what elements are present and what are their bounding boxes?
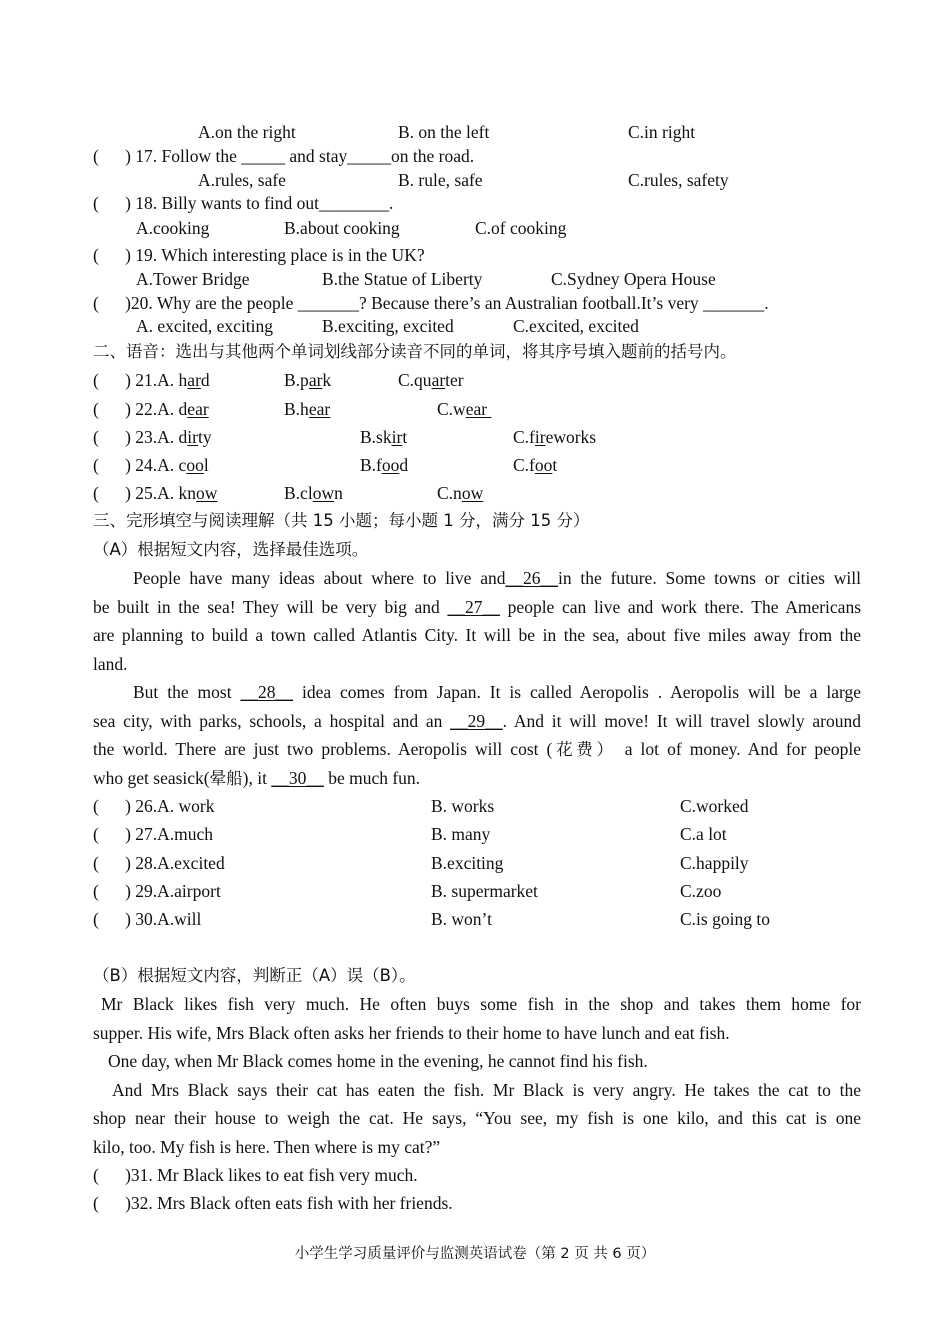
cloze-blank: __30__ xyxy=(271,768,324,788)
question-17: ( ) 17. Follow the _____ and stay_____on the road. xyxy=(93,146,475,166)
option-a: A.Tower Bridge xyxy=(136,269,250,289)
option-a: A.on the right xyxy=(198,122,296,142)
passage-line: be built in the sea! They will be very big and __27__ people can live and work there. The Americans xyxy=(93,597,861,617)
option-b: B.the Statue of Liberty xyxy=(322,269,483,289)
passage-line: But the most __28__ idea comes from Japan. It is called Aeropolis . Aeropolis will be a large xyxy=(133,682,862,702)
option-b: B. rule, safe xyxy=(398,170,483,190)
option-c: C.excited, excited xyxy=(513,316,639,336)
answer-blank: _____ xyxy=(347,146,391,166)
question-19: ( ) 19. Which interesting place is in the UK? xyxy=(93,245,425,265)
page-footer: 小学生学习质量评价与监测英语试卷（第 2 页 共 6 页） xyxy=(294,1246,656,1262)
part-b-heading: （B）根据短文内容，判断正（A）误（B）。 xyxy=(93,966,416,985)
passage-line: shop near their house to weigh the cat. He says, “You see, my fish is one kilo, and this cat is one xyxy=(93,1108,861,1128)
passage-line: are planning to build a town called Atlantis City. It will be in the sea, about five miles away from the xyxy=(93,625,861,645)
cloze-blank: __28__ xyxy=(240,682,294,702)
exam-page: A.on the right B. on the left C.in right ( ) 17. Follow the _____ and stay_____on the road. A.rules, safe B. rule, safe C.rules, safety ( ) 18. Billy wants to find out________. A.cooking B.about cooking C.of cooking ( ) 19. Which interesting place is in the UK? A.Tower Bridge B.the Statue of Liberty C.Sydney Opera House ( )20. Why are the people _______? Because there’s an Australian football.It’s very _______. A. excited, exciting B.exciting, excited C.excited, excited 二、语音：选出与其他两个单词划线部分读音不同的单词，将其序号填入题前的括号内。 ( ) 21.A. hard B.park C.quarter ( ) 22.A. dear B.hear C.wear ( ) 23.A. dirty B.skirt C.fireworks ( ) 24.A. cool B.food C.foot ( ) 25.A. know B.clown C.now 三、完形填空与阅读理解（共 15 小题；每小题 1 分，满分 15 分） （A）根据短文内容，选择最佳选项。 People have many ideas about where to live and__26__in the future. Some towns or cities will be built in the sea! They will be very big and __27__ people can live and work there. The Americans are planning to build a town called Atlantis City. It will be in the sea, about five miles away from the land. But the most __28__ idea comes from Japan. It is called Aeropolis . Aeropolis will be a large sea city, with parks, schools, a hospital and an __29__. And it will move! It will travel slowly around the world. There are just two problems. Aeropolis will cost (花费） a lot of money. And for people who get seasick(晕船), it __30__ be much fun. ( ) 26.A. work B. works C.worked ( ) 27.A.much B. many C.a lot ( ) 28.A.excited B.exciting C.happily ( ) 29.A.airport B. supermarket C.zoo ( ) 30.A.will B. won’t C.is going to （B）根据短文内容，判断正（A）误（B）。 Mr Black likes fish very much. He often buys some fish in the shop and takes them home for supper. His wife, Mrs Black often asks her friends to their home to have lunch and eat fish. One day, when Mr Black comes home in the evening, he cannot find his fish. And Mrs Black says their cat has eaten the fish. Mr Black is very angry. He takes the cat to the shop near their house to weigh the cat. He says, “You see, my fish is one kilo, and this cat is one kilo, too. My fish is here. Then where is my cat?” ( )31. Mr Black likes to eat fish very much. ( )32. Mrs Black often eats fish with her friends. 小学生学习质量评价与监测英语试卷（第 2 页 共 6 页） xyxy=(0,0,950,1342)
passage-line: One day, when Mr Black comes home in the evening, he cannot find his fish. xyxy=(108,1051,648,1071)
passage-line: land. xyxy=(93,654,128,674)
passage-line: People have many ideas about where to live and__26__in the future. Some towns or cities will xyxy=(133,568,861,588)
passage-line: And Mrs Black says their cat has eaten the fish. Mr Black is very angry. He takes the cat to the xyxy=(112,1080,861,1100)
passage-line: the world. There are just two problems. Aeropolis will cost (花费） a lot of money. And for people xyxy=(93,739,861,759)
option-c: C.rules, safety xyxy=(628,170,729,190)
cloze-blank: __27__ xyxy=(447,597,500,617)
passage-line: supper. His wife, Mrs Black often asks her friends to their home to have lunch and eat fish. xyxy=(93,1023,730,1043)
tf-question: ( )32. Mrs Black often eats fish with her friends. xyxy=(93,1193,453,1213)
passage-line: sea city, with parks, schools, a hospital and an __29__. And it will move! It will travel slowly around xyxy=(93,711,861,731)
option-b: B.about cooking xyxy=(284,218,400,238)
part-a-heading: （A）根据短文内容，选择最佳选项。 xyxy=(93,540,369,559)
option-b: B.exciting, excited xyxy=(322,316,454,336)
option-a: A.rules, safe xyxy=(198,170,286,190)
passage-line: kilo, too. My fish is here. Then where is my cat?” xyxy=(93,1137,441,1157)
answer-blank: _____ xyxy=(241,146,286,166)
cloze-blank: __26__ xyxy=(505,568,558,588)
option-c: C.of cooking xyxy=(475,218,567,238)
passage-line: Mr Black likes fish very much. He often buys some fish in the shop and takes them home for xyxy=(101,994,861,1014)
option-c: C.in right xyxy=(628,122,696,142)
option-a: A.cooking xyxy=(136,218,210,238)
option-a: A. excited, exciting xyxy=(136,316,274,336)
option-c: C.Sydney Opera House xyxy=(551,269,716,289)
option-b: B. on the left xyxy=(398,122,490,142)
question-20: ( )20. Why are the people _______? Because there’s an Australian football.It’s very _______. xyxy=(93,293,769,313)
section-2-heading: 二、语音：选出与其他两个单词划线部分读音不同的单词，将其序号填入题前的括号内。 xyxy=(93,342,737,361)
cloze-blank: __29__ xyxy=(450,711,503,731)
passage-line: who get seasick(晕船), it __30__ be much fun. xyxy=(93,768,421,788)
tf-question: ( )31. Mr Black likes to eat fish very much. xyxy=(93,1165,418,1185)
question-18: ( ) 18. Billy wants to find out________. xyxy=(93,193,394,213)
section-3-heading: 三、完形填空与阅读理解（共 15 小题；每小题 1 分，满分 15 分） xyxy=(93,511,590,530)
